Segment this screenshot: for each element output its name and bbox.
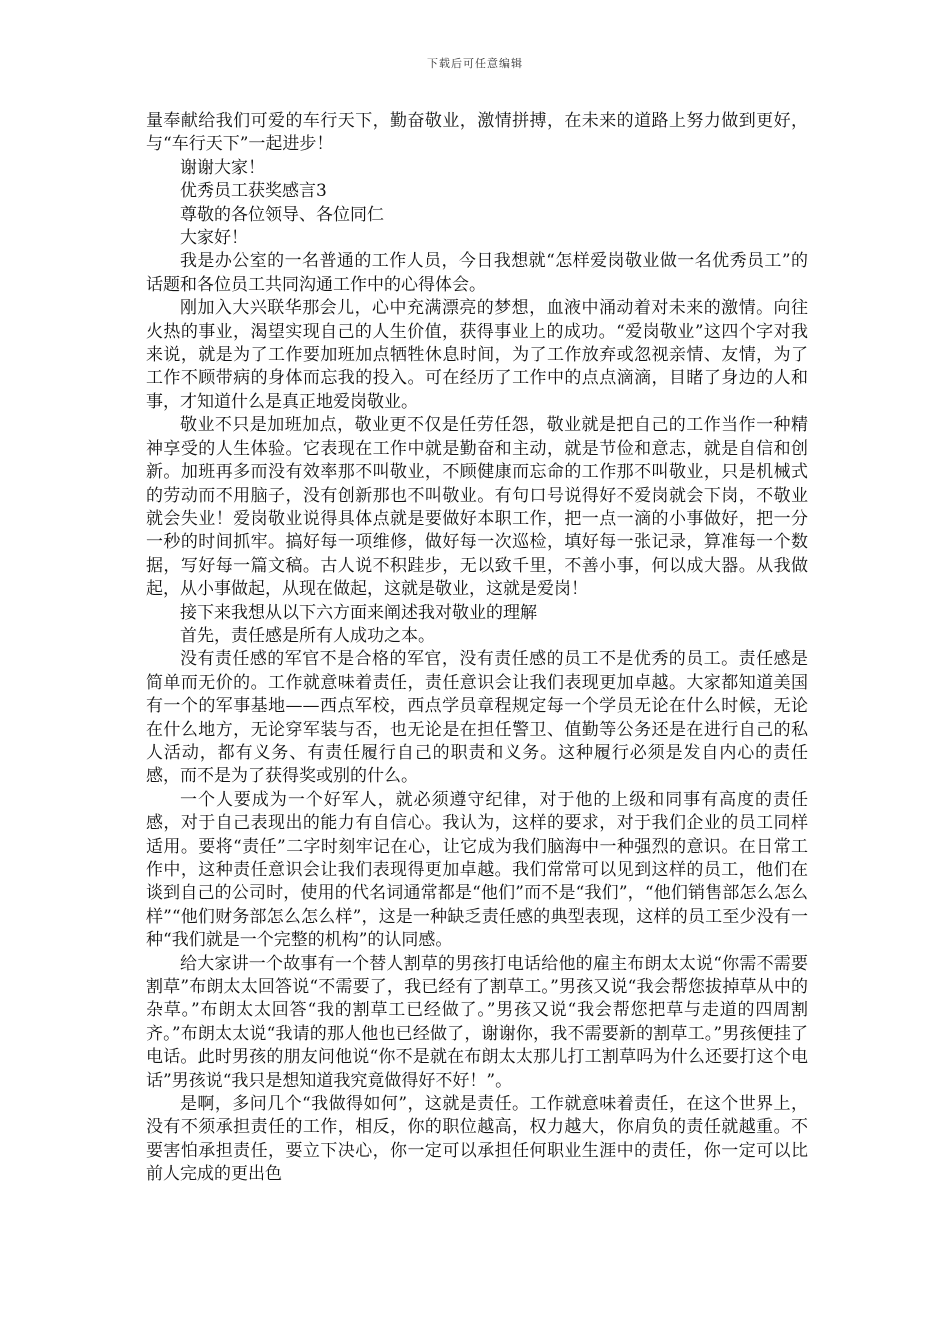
document-body xyxy=(146,110,808,1187)
page-header: 下载后可任意编辑 xyxy=(427,57,523,70)
paragraph: 一个人要成为一个好军人，就必须遵守纪律，对于他的上级和同事有高度的责任感，对于自己表现出的能力有自信心。我认为，这样的要求，对于我们企业的员工同样适用。要将“责任”二字时刻牢记在心，让它成为我们脑海中一种强烈的意识。在日常工作中，这种责任意识会让我们表现得更加卓越。我们常常可以见到这样的员工，他们在谈到自己的公司时，使用的代名词通常都是“他们”而不是“我们”，“他们销售部怎么怎么样”“他们财务部怎么怎么样”，这是一种缺乏责任感的典型表现，这样的员工至少没有一种“我们就是一个完整的机构”的认同感。 xyxy=(146,789,808,951)
paragraph-thanks: 谢谢大家！ xyxy=(180,157,265,178)
paragraph: 是啊，多问几个“我做得如何”，这就是责任。工作就意味着责任，在这个世界上，没有不须承担责任的工作，相反，你的职位越高，权力越大，你肩负的责任就越重。不要害怕承担责任，要立下决心，你一定可以承担任何职业生涯中的责任，你一定可以比前人完成的更出色 xyxy=(146,1094,808,1185)
greeting: 大家好！ xyxy=(180,228,248,249)
paragraph: 刚加入大兴联华那会儿，心中充满漂亮的梦想，血液中涌动着对未来的激情。向往火热的事业，渴望实现自己的人生价值，获得事业上的成功。“爱岗敬业”这四个字对我来说，就是为了工作要加班加点牺牲休息时间，为了工作放弃或忽视亲情、友情，为了工作不顾带病的身体而忘我的投入。可在经历了工作中的点点滴滴，目睹了身边的人和事，才知道什么是真正地爱岗敬业。 xyxy=(146,298,808,412)
paragraph: 首先，责任感是所有人成功之本。 xyxy=(180,625,435,646)
paragraph: 给大家讲一个故事有一个替人割草的男孩打电话给他的雇主布朗太太说“你需不需要割草”布朗太太回答说“不需要了，我已经有了割草工。”男孩又说“我会帮您拔掉草从中的杂草。”布朗太太回答“我的割草工已经做了。”男孩又说“我会帮您把草与走道的四周割齐。”布朗太太说“我请的那人他也已经做了，谢谢你，我不需要新的割草工。”男孩便挂了电话。此时男孩的朋友问他说“你不是就在布朗太太那儿打工割草吗为什么还要打这个电话”男孩说“我只是想知道我究竟做得好不好！”。 xyxy=(146,953,808,1091)
paragraph: 我是办公室的一名普通的工作人员，今日我想就“怎样爱岗敬业做一名优秀员工”的话题和各位员工共同沟通工作中的心得体会。 xyxy=(146,251,808,295)
paragraph: 没有责任感的军官不是合格的军官，没有责任感的员工不是优秀的员工。责任感是简单而无价的。工作就意味着责任，责任意识会让我们表现更加卓越。大家都知道美国有一个的军事基地——西点军校，西点学员章程规定每一个学员无论在什么时候，无论在什么地方，无论穿军装与否，也无论是在担任警卫、值勤等公务还是在进行自己的私人活动，都有义务、有责任履行自己的职责和义务。这种履行必须是发自内心的责任感，而不是为了获得奖或别的什么。 xyxy=(146,649,808,787)
paragraph: 敬业不只是加班加点，敬业更不仅是任劳任怨，敬业就是把自己的工作当作一种精神享受的人生体验。它表现在工作中就是勤奋和主动，就是节俭和意志，就是自信和创新。加班再多而没有效率那不叫敬业，不顾健康而忘命的工作那不叫敬业，只是机械式的劳动而不用脑子，没有创新那也不叫敬业。有句口号说得好不爱岗就会下岗，不敬业就会失业！爱岗敬业说得具体点就是要做好本职工作，把一点一滴的小事做好，把一分一秒的时间抓牢。搞好每一项维修，做好每一次巡检，填好每一张记录，算准每一个数据，写好每一篇文稿。古人说不积跬步，无以致千里，不善小事，何以成大器。从我做起，从小事做起，从现在做起，这就是敬业，这就是爱岗！ xyxy=(146,415,808,600)
salutation: 尊敬的各位领导、各位同仁 xyxy=(180,204,384,225)
paragraph-continued: 量奉献给我们可爱的车行天下，勤奋敬业，激情拼搏，在未来的道路上努力做到更好，与“车行天下”一起进步！ xyxy=(146,111,808,155)
section-title: 优秀员工获奖感言3 xyxy=(180,181,327,202)
paragraph: 接下来我想从以下六方面来阐述我对敬业的理解 xyxy=(180,602,537,623)
